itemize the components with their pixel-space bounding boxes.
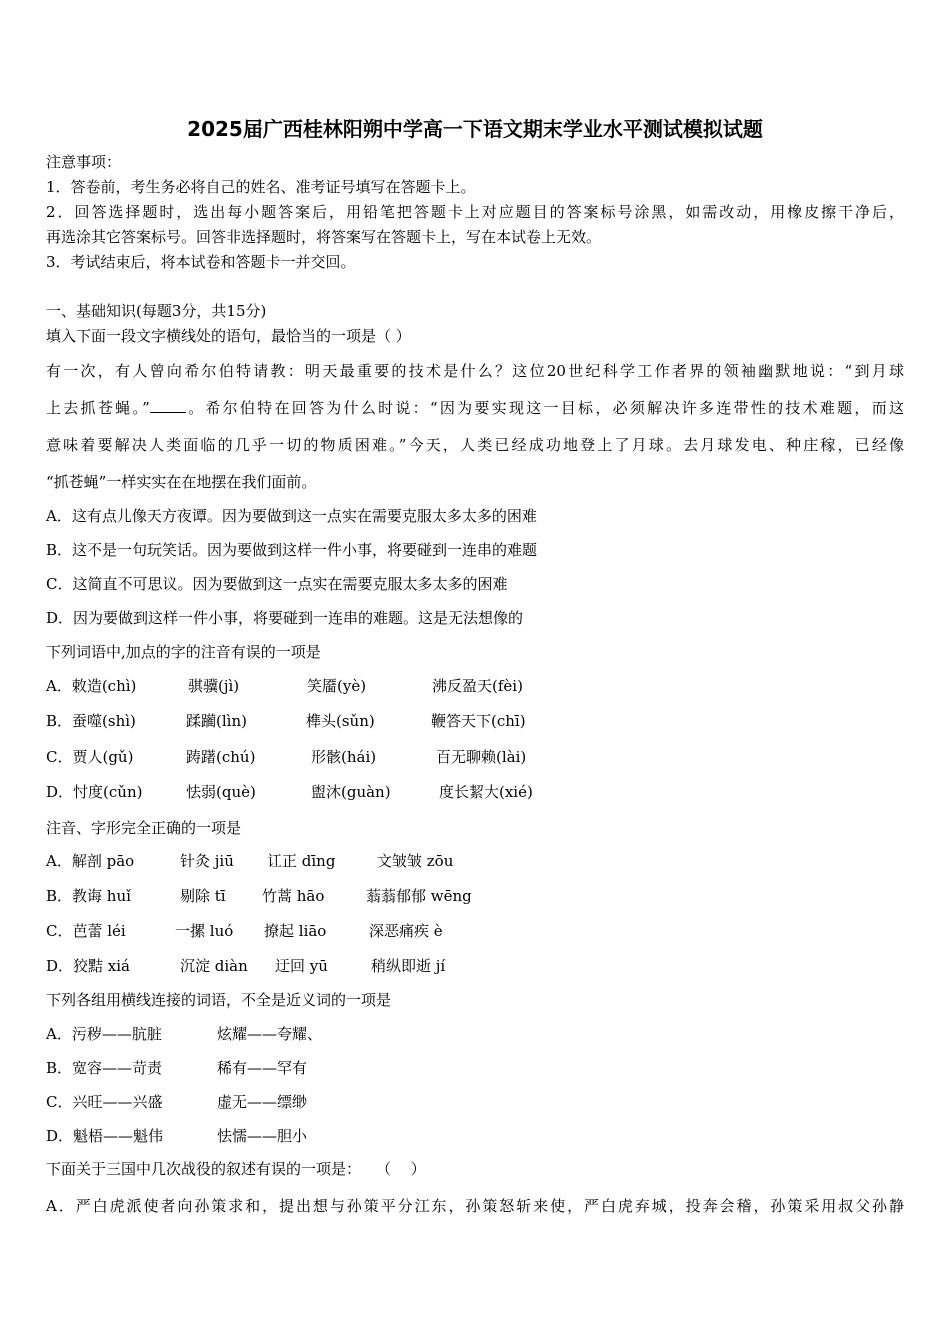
q2-term: 踌躇(chú) (186, 748, 256, 766)
q2-stem: 下列词语中,加点的字的注音有误的一项是 (46, 643, 321, 661)
q4-term: 炫耀——夸耀、 (217, 1025, 323, 1043)
q2-term: 笑靥(yè) (307, 677, 367, 695)
q1-option-d: D．因为要做到这样一件小事，将要碰到一连串的难题。这是无法想像的 (46, 609, 524, 627)
q4-term: C．兴旺——兴盛 (46, 1093, 163, 1111)
q2-term: D．忖度(cǔn) (46, 783, 143, 801)
fill-blank (150, 399, 186, 413)
q2-term: 鞭答天下(chī) (431, 712, 526, 730)
q1-passage-line: 意味着要解决人类面临的几乎一切的物质困难。”今天，人类已经成功地登上了月球。去月球发电、种庄稼，已经像 (46, 436, 904, 454)
q2-term: 榫头(sǔn) (306, 712, 375, 730)
q4-stem: 下列各组用横线连接的词语，不全是近义词的一项是 (46, 991, 392, 1009)
q3-term: C．芭蕾 léi (46, 922, 126, 940)
q2-term: 蹂躏(lìn) (186, 712, 247, 730)
q4-term: B．宽容——苛责 (46, 1059, 163, 1077)
q3-term: 剔除 tī (180, 887, 226, 905)
q3-term: 稍纵即逝 jí (371, 957, 446, 975)
q1-passage-line: “抓苍蝇”一样实实在在地摆在我们面前。 (46, 473, 317, 491)
q3-term: 针灸 jiū (180, 852, 234, 870)
q3-term: 蓊蓊郁郁 wēng (366, 887, 472, 905)
notice-item-1: 1．答卷前，考生务必将自己的姓名、准考证号填写在答题卡上。 (46, 178, 476, 196)
q4-term: D．魁梧——魁伟 (46, 1127, 164, 1145)
q1-stem: 填入下面一段文字横线处的语句，最恰当的一项是（ ） (46, 327, 411, 345)
q1-passage-text: 上去抓苍蝇。” (46, 399, 150, 417)
q4-term: 怯懦——胆小 (217, 1127, 308, 1145)
notice-item-3: 3．考试结束后，将本试卷和答题卡一并交回。 (46, 253, 356, 271)
q4-term: 稀有——罕有 (217, 1059, 308, 1077)
q5-stem: 下面关于三国中几次战役的叙述有误的一项是： （ ） (46, 1160, 426, 1178)
q1-passage-line: 有一次，有人曾向希尔伯特请教：明天最重要的技术是什么？这位20世纪科学工作者界的领袖幽默地说：“到月球 (46, 362, 904, 380)
q2-term: C．贾人(gǔ) (46, 748, 134, 766)
q5-option-a: A．严白虎派使者向孙策求和，提出想与孙策平分江东，孙策怒斩来使，严白虎弃城，投奔会稽，孙策采用叔父孙静 (46, 1197, 904, 1215)
q2-term: 怯弱(què) (186, 783, 256, 801)
notice-item-2: 2．回答选择题时，选出每小题答案后，用铅笔把答题卡上对应题目的答案标号涂黑，如需改动，用橡皮擦干净后， (46, 203, 904, 221)
q3-term: 一摞 luó (175, 922, 234, 940)
page-title: 2025届广西桂林阳朔中学高一下语文期末学业水平测试模拟试题 (187, 117, 763, 141)
q4-term: 虚无——缥缈 (217, 1093, 308, 1111)
q3-term: 撩起 liāo (264, 922, 327, 940)
q3-term: B．教诲 huǐ (46, 887, 131, 905)
section-heading: 一、基础知识(每题3分，共15分) (46, 302, 267, 320)
q3-term: 讧正 dīng (267, 852, 336, 870)
q1-passage-text: 。希尔伯特在回答为什么时说：“因为要实现这一目标，必须解决许多连带性的技术难题，而这 (185, 399, 904, 417)
q3-term: A．解剖 pāo (46, 852, 135, 870)
notice-item-2-cont: 再选涂其它答案标号。回答非选择题时，将答案写在答题卡上，写在本试卷上无效。 (46, 228, 602, 246)
q2-term: 形骸(hái) (311, 748, 377, 766)
q3-term: 深恶痛疾 è (369, 922, 443, 940)
q4-term: A．污秽——肮脏 (46, 1025, 162, 1043)
q2-term: A．敕造(chì) (46, 677, 137, 695)
q3-term: 沉淀 diàn (180, 957, 248, 975)
q2-term: 沸反盈天(fèi) (432, 677, 523, 695)
q3-term: 竹蒿 hāo (262, 887, 325, 905)
q1-option-c: C．这简直不可思议。因为要做到这一点实在需要克服太多太多的困难 (46, 575, 508, 593)
q1-passage-line (46, 398, 904, 418)
q3-term: 迂回 yū (275, 957, 328, 975)
q3-term: D．狡黠 xiá (46, 957, 130, 975)
q2-term: 骐骥(jì) (188, 677, 240, 695)
q2-term: B．蚕噬(shì) (46, 712, 136, 730)
q3-stem: 注音、字形完全正确的一项是 (46, 819, 242, 837)
q2-term: 度长絜大(xié) (439, 783, 533, 801)
q1-option-b: B．这不是一句玩笑话。因为要做到这样一件小事，将要碰到一连串的难题 (46, 541, 538, 559)
q2-term: 盥沐(guàn) (311, 783, 391, 801)
q2-term: 百无聊赖(lài) (436, 748, 527, 766)
q1-option-a: A．这有点儿像天方夜谭。因为要做到这一点实在需要克服太多太多的困难 (46, 507, 537, 525)
q3-term: 文皱皱 zōu (377, 852, 454, 870)
notice-heading: 注意事项： (46, 153, 122, 171)
